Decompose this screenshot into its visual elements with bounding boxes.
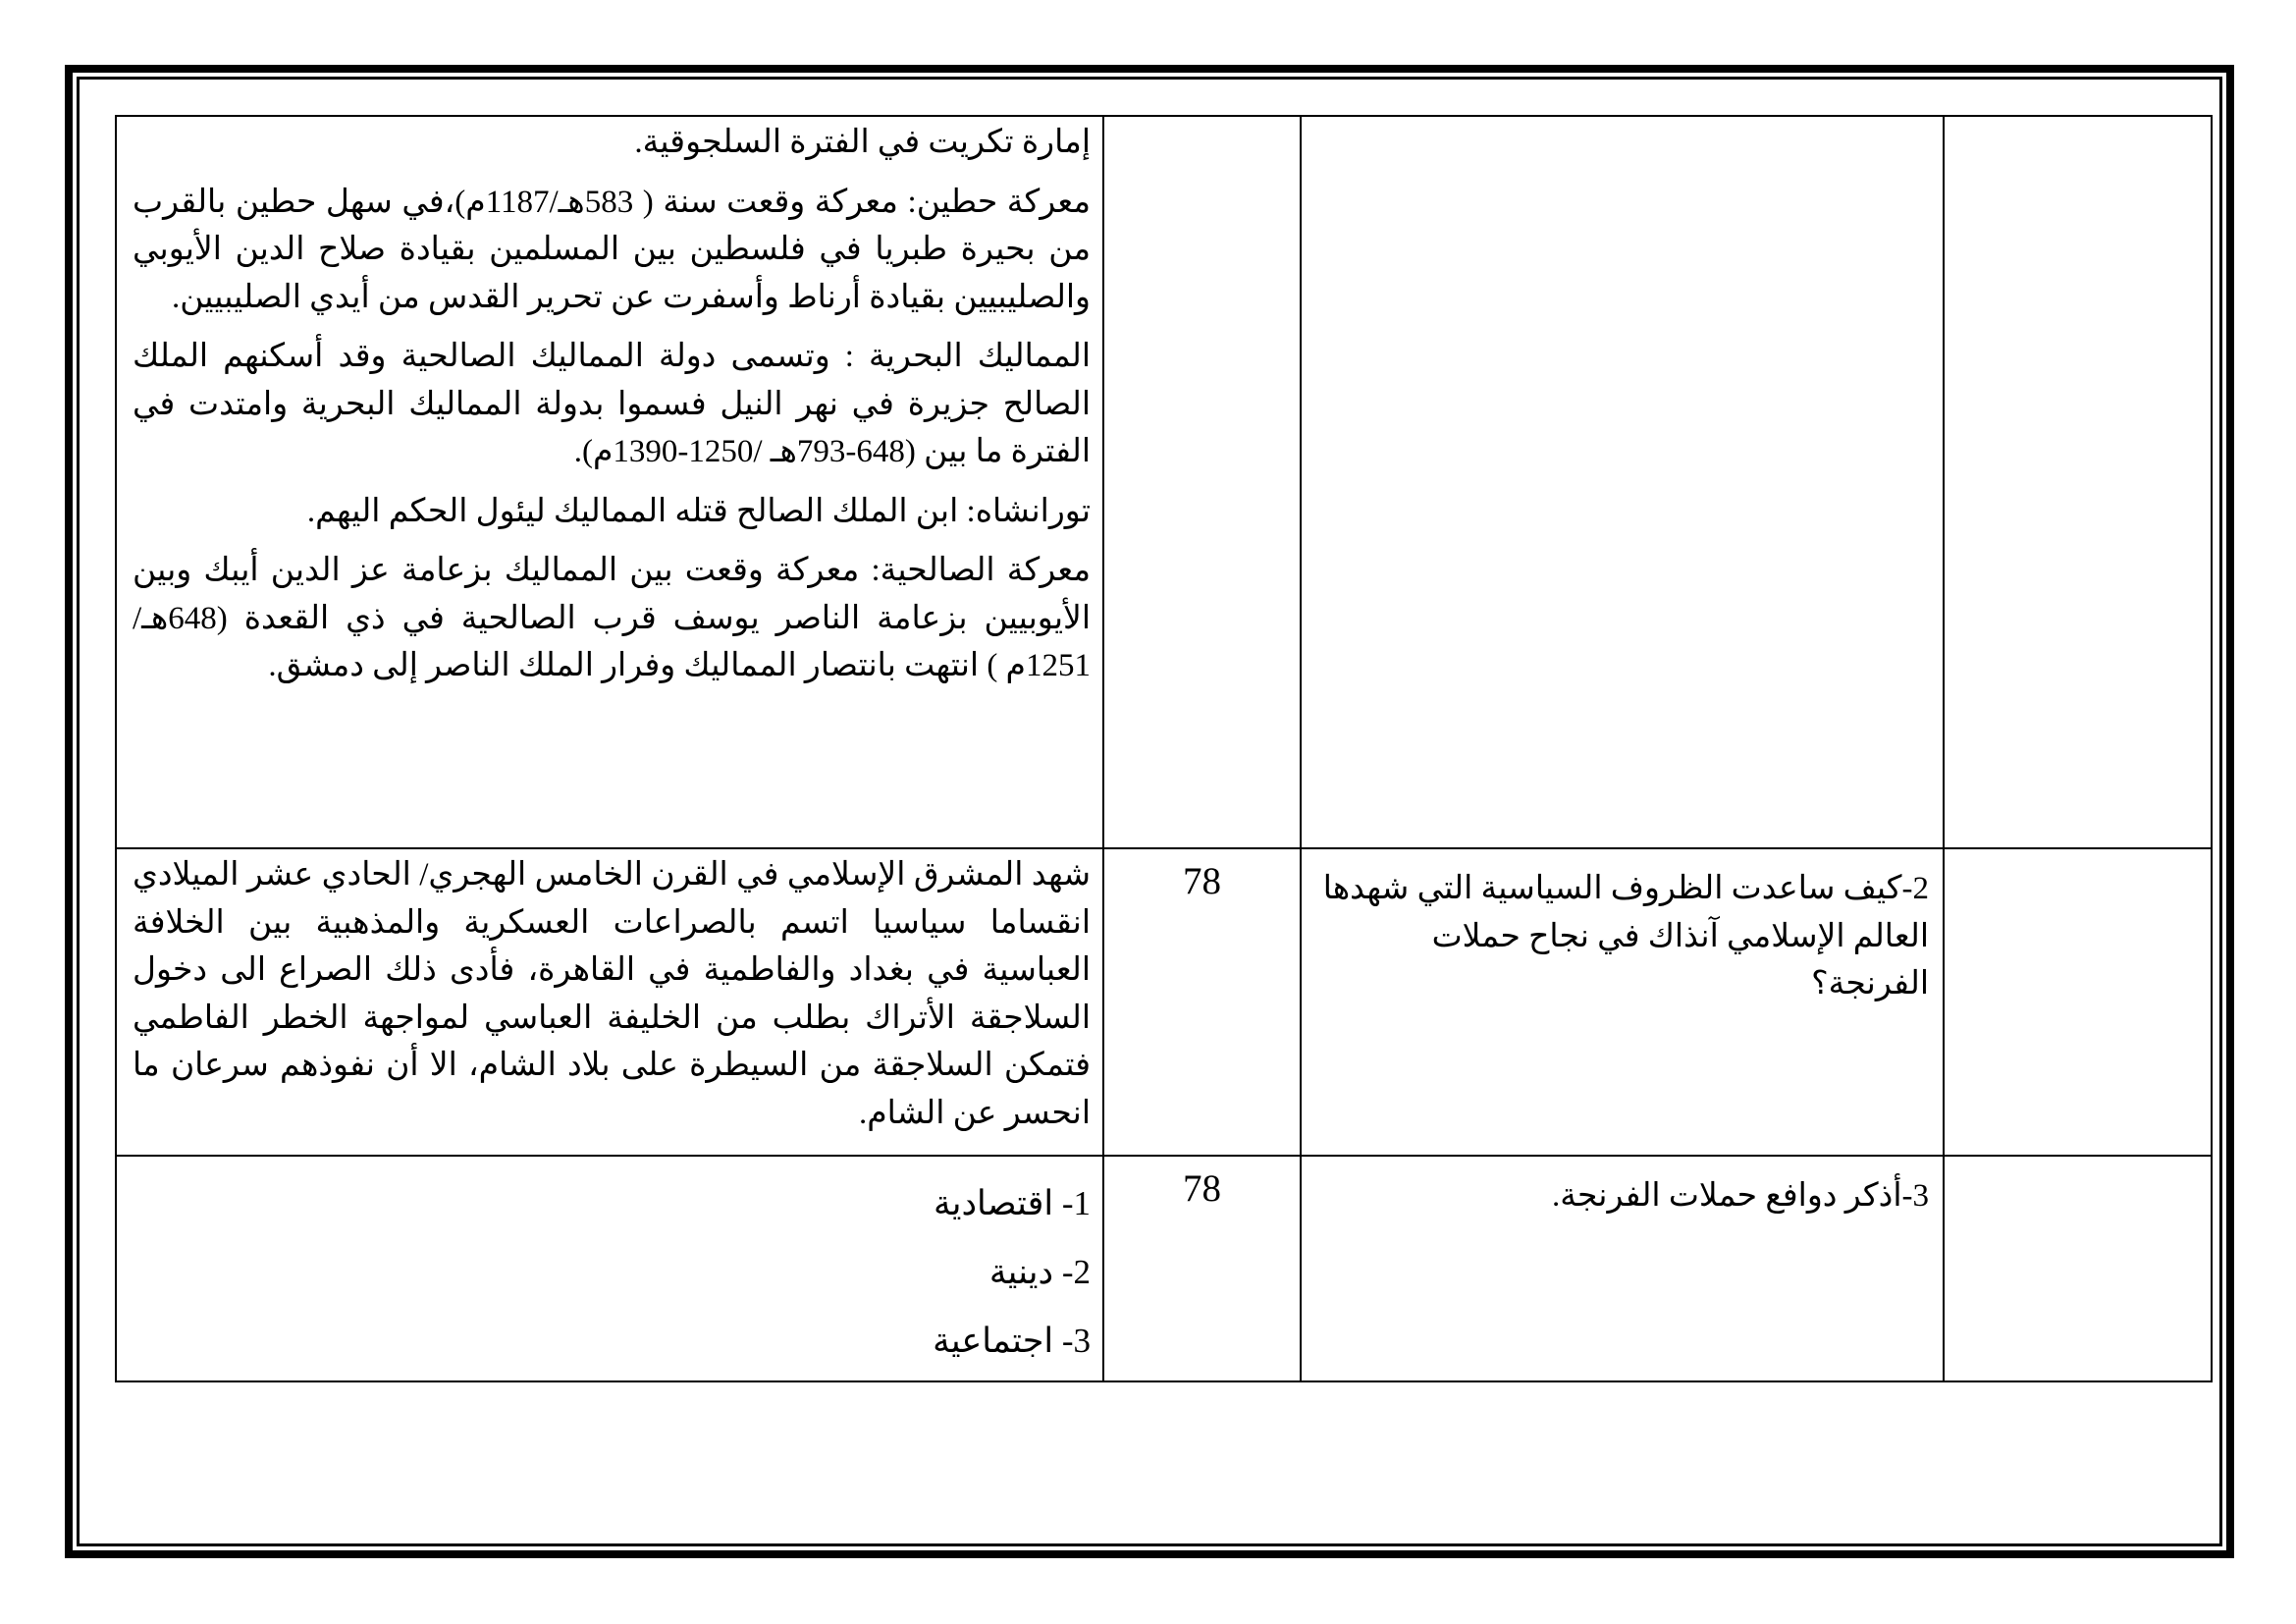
- page-number-cell: [1103, 848, 1301, 1156]
- question-cell: [1301, 116, 1944, 848]
- page-number: 78: [1183, 1167, 1221, 1210]
- question-text: [1302, 117, 1943, 133]
- answer-paragraph: معركة الصالحية: معركة وقعت بين المماليك بزعامة عز الدين أيبك وبين الأيوبيين بزعامة الناصر يوسف قرب الصالحية في ذي القعدة (648هـ/ 1251م ) انتهت بانتصار المماليك وفرار الملك الناصر إلى دمشق.: [133, 553, 1091, 683]
- blank-cell: [1944, 116, 2212, 848]
- answer-cell: [116, 1156, 1103, 1381]
- question-cell: [1301, 848, 1944, 1156]
- answer-cell: [116, 116, 1103, 848]
- blank-cell: [1944, 848, 2212, 1156]
- list-item: 1- اقتصادية: [933, 1184, 1091, 1222]
- questions-table: [115, 115, 2213, 1382]
- page-number: [1104, 117, 1300, 127]
- answer-paragraph: إمارة تكريت في الفترة السلجوقية.: [634, 125, 1091, 160]
- answer-cell: [116, 848, 1103, 1156]
- answer-paragraph: المماليك البحرية : وتسمى دولة المماليك الصالحية وقد أسكنهم الملك الصالح جزيرة في نهر النيل فسموا بدولة المماليك البحرية وامتدت في الفترة ما بين (648-793هـ /1250-1390م).: [133, 339, 1091, 469]
- answer-paragraph: تورانشاه: ابن الملك الصالح قتله المماليك ليئول الحكم اليهم.: [306, 493, 1091, 529]
- question-text: 2-كيف ساعدت الظروف السياسية التي شهدها العالم الإسلامي آنذاك في نجاح حملات الفرنجة؟: [1322, 871, 1929, 1001]
- answer-paragraph: شهد المشرق الإسلامي في القرن الخامس الهجري/ الحادي عشر الميلادي انقساما سياسيا اتسم بالصراعات العسكرية والمذهبية بين الخلافة العباسية في بغداد والفاطمية في القاهرة، فأدى ذلك الصراع الى دخول السلاجقة الأتراك بطلب من الخليفة العباسي لمواجهة الخطر الفاطمي فتمكن السلاجقة من السيطرة على بلاد الشام، الا أن نفوذهم سرعان ما انحسر عن الشام.: [133, 857, 1091, 1131]
- answer-list: [117, 1157, 1102, 1380]
- blank-cell: [1944, 1156, 2212, 1381]
- page-number-cell: [1103, 1156, 1301, 1381]
- question-text: 3-أذكر دوافع حملات الفرنجة.: [1552, 1178, 1929, 1214]
- answer-paragraph: معركة حطين: معركة وقعت سنة ( 583هـ/1187م)،في سهل حطين بالقرب من بحيرة طبريا في فلسطين بين المسلمين بقيادة صلاح الدين الأيوبي والصليبيين بقيادة أرناط وأسفرت عن تحرير القدس من أيدي الصليبيين.: [133, 184, 1091, 315]
- table-row: [116, 116, 2212, 848]
- page-number-cell: [1103, 116, 1301, 848]
- table-row: [116, 848, 2212, 1156]
- list-item: 2- دينية: [988, 1253, 1091, 1291]
- table-row: [116, 1156, 2212, 1381]
- question-cell: [1301, 1156, 1944, 1381]
- page-number: 78: [1183, 860, 1221, 902]
- list-item: 3- اجتماعية: [933, 1322, 1091, 1360]
